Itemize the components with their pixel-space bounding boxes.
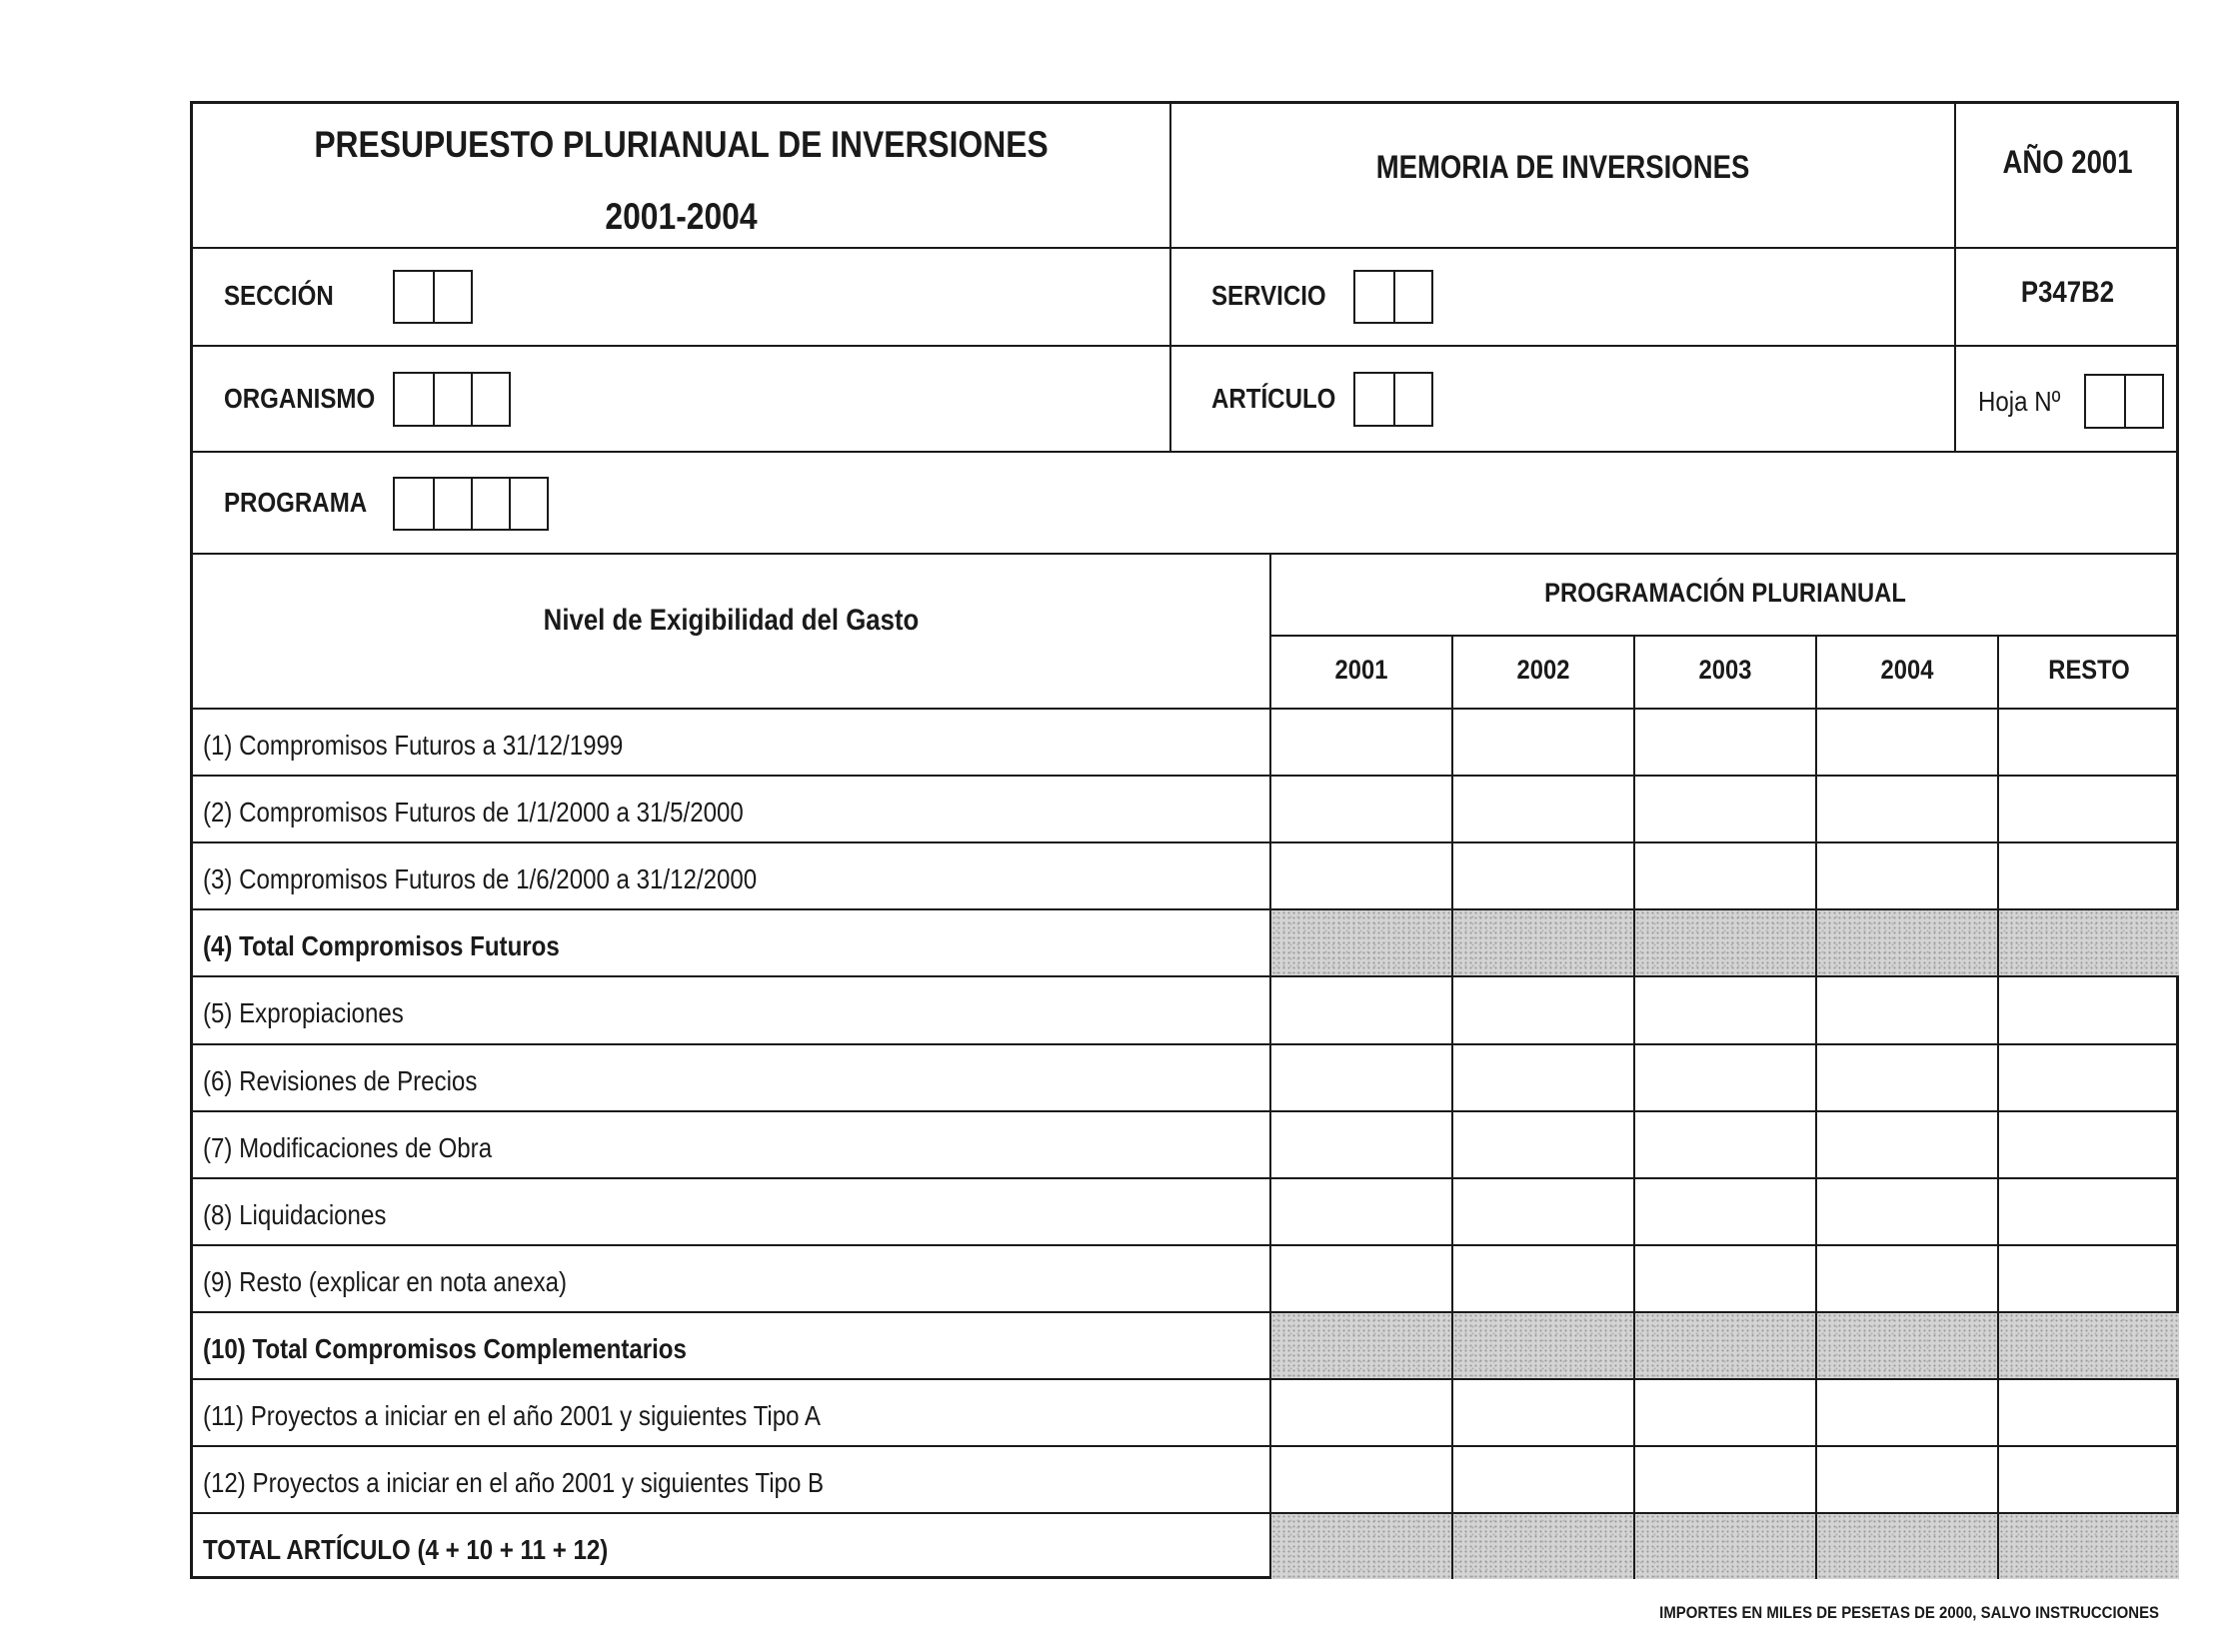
amount-cell[interactable]	[1817, 1246, 1997, 1311]
column-header-2002: 2002	[1516, 655, 1570, 685]
programa-code-boxes[interactable]	[393, 477, 549, 531]
amount-cell[interactable]	[1271, 1179, 1451, 1244]
programa-label: PROGRAMA	[224, 487, 368, 518]
amount-cell[interactable]	[1999, 977, 2179, 1042]
seccion-label: SECCIÓN	[224, 280, 334, 311]
amount-cell[interactable]	[1271, 777, 1451, 841]
shaded-total-cell	[1271, 1313, 1451, 1378]
amount-cell[interactable]	[1635, 977, 1815, 1042]
column-header-resto: RESTO	[2048, 655, 2130, 685]
amount-cell[interactable]	[1817, 710, 1997, 775]
amount-cell[interactable]	[1635, 843, 1815, 908]
amount-cell[interactable]	[1271, 843, 1451, 908]
shaded-total-cell	[1453, 910, 1633, 975]
row-label: (7) Modificaciones de Obra	[203, 1132, 493, 1163]
amount-cell[interactable]	[1999, 1045, 2179, 1110]
amount-cell[interactable]	[1453, 1045, 1633, 1110]
divider	[1954, 104, 1956, 451]
amounts-footnote: IMPORTES EN MILES DE PESETAS DE 2000, SALVO INSTRUCCIONES	[1659, 1603, 2159, 1622]
shaded-total-cell	[1271, 910, 1451, 975]
row-label: (8) Liquidaciones	[203, 1199, 387, 1230]
amount-cell[interactable]	[1271, 1447, 1451, 1512]
amount-cell[interactable]	[1817, 777, 1997, 841]
form-code: P347B2	[2020, 276, 2115, 309]
divider	[1269, 635, 2179, 637]
amount-cell[interactable]	[1271, 710, 1451, 775]
column-header-2001: 2001	[1334, 655, 1388, 685]
shaded-total-cell	[1271, 1514, 1451, 1579]
divider	[193, 247, 2179, 249]
articulo-code-boxes[interactable]	[1353, 372, 1433, 427]
shaded-total-cell	[1999, 1514, 2179, 1579]
amount-cell[interactable]	[1817, 1447, 1997, 1512]
shaded-total-cell	[1999, 910, 2179, 975]
servicio-code-boxes[interactable]	[1353, 270, 1433, 324]
amount-cell[interactable]	[1453, 1112, 1633, 1177]
amount-cell[interactable]	[1635, 1045, 1815, 1110]
programacion-header: PROGRAMACIÓN PLURIANUAL	[1544, 578, 1906, 608]
row-label: (11) Proyectos a iniciar en el año 2001 y siguientes Tipo A	[203, 1400, 821, 1431]
amount-cell[interactable]	[1453, 1179, 1633, 1244]
hoja-number-boxes[interactable]	[2084, 374, 2164, 429]
amount-cell[interactable]	[1817, 1045, 1997, 1110]
column-header-2004: 2004	[1880, 655, 1934, 685]
seccion-code-boxes[interactable]	[393, 270, 473, 324]
shaded-total-cell	[1635, 1313, 1815, 1378]
amount-cell[interactable]	[1999, 1447, 2179, 1512]
amount-cell[interactable]	[1271, 1246, 1451, 1311]
amount-cell[interactable]	[1817, 977, 1997, 1042]
amount-cell[interactable]	[1817, 1380, 1997, 1445]
amount-cell[interactable]	[1271, 1112, 1451, 1177]
amount-cell[interactable]	[1999, 777, 2179, 841]
year-label: AÑO 2001	[2002, 144, 2133, 180]
divider	[193, 451, 2179, 453]
amount-cell[interactable]	[1635, 777, 1815, 841]
amount-cell[interactable]	[1817, 843, 1997, 908]
amount-cell[interactable]	[1453, 777, 1633, 841]
shaded-total-cell	[1817, 1514, 1997, 1579]
amount-cell[interactable]	[1635, 710, 1815, 775]
row-label: (4) Total Compromisos Futuros	[203, 930, 560, 961]
hoja-label: Hoja Nº	[1978, 386, 2061, 417]
shaded-total-cell	[1999, 1313, 2179, 1378]
divider	[193, 553, 2179, 555]
servicio-label: SERVICIO	[1211, 280, 1326, 311]
amount-cell[interactable]	[1453, 1380, 1633, 1445]
amount-cell[interactable]	[1635, 1246, 1815, 1311]
amount-cell[interactable]	[1453, 1447, 1633, 1512]
column-header-2003: 2003	[1698, 655, 1752, 685]
exigibilidad-header: Nivel de Exigibilidad del Gasto	[543, 604, 920, 637]
amount-cell[interactable]	[1999, 1112, 2179, 1177]
amount-cell[interactable]	[1999, 1179, 2179, 1244]
amount-cell[interactable]	[1271, 1045, 1451, 1110]
shaded-total-cell	[1817, 1313, 1997, 1378]
divider	[193, 345, 2179, 347]
amount-cell[interactable]	[1453, 843, 1633, 908]
amount-cell[interactable]	[1817, 1179, 1997, 1244]
amount-cell[interactable]	[1453, 977, 1633, 1042]
amount-cell[interactable]	[1271, 1380, 1451, 1445]
form-title: PRESUPUESTO PLURIANUAL DE INVERSIONES	[314, 124, 1049, 165]
row-label: (5) Expropiaciones	[203, 997, 404, 1028]
organismo-code-boxes[interactable]	[393, 372, 511, 427]
shaded-total-cell	[1453, 1313, 1633, 1378]
amount-cell[interactable]	[1999, 843, 2179, 908]
row-label: (9) Resto (explicar en nota anexa)	[203, 1266, 568, 1297]
amount-cell[interactable]	[1999, 1380, 2179, 1445]
row-label: (1) Compromisos Futuros a 31/12/1999	[203, 730, 624, 761]
form-period: 2001-2004	[605, 196, 758, 237]
amount-cell[interactable]	[1453, 710, 1633, 775]
shaded-total-cell	[1635, 1514, 1815, 1579]
budget-form	[190, 101, 2179, 1579]
shaded-total-cell	[1817, 910, 1997, 975]
amount-cell[interactable]	[1453, 1246, 1633, 1311]
amount-cell[interactable]	[1635, 1447, 1815, 1512]
row-label: (12) Proyectos a iniciar en el año 2001 y siguientes Tipo B	[203, 1467, 825, 1498]
memoria-title: MEMORIA DE INVERSIONES	[1375, 149, 1750, 185]
row-label: (10) Total Compromisos Complementarios	[203, 1333, 687, 1364]
amount-cell[interactable]	[1635, 1380, 1815, 1445]
row-label: TOTAL ARTÍCULO (4 + 10 + 11 + 12)	[203, 1534, 609, 1565]
amount-cell[interactable]	[1271, 977, 1451, 1042]
shaded-total-cell	[1635, 910, 1815, 975]
row-label: (6) Revisiones de Precios	[203, 1065, 478, 1096]
amount-cell[interactable]	[1999, 710, 2179, 775]
amount-cell[interactable]	[1999, 1246, 2179, 1311]
row-label: (3) Compromisos Futuros de 1/6/2000 a 31/12/2000	[203, 863, 758, 894]
amount-cell[interactable]	[1635, 1179, 1815, 1244]
amount-cell[interactable]	[1817, 1112, 1997, 1177]
amount-cell[interactable]	[1635, 1112, 1815, 1177]
organismo-label: ORGANISMO	[224, 383, 376, 414]
articulo-label: ARTÍCULO	[1211, 383, 1336, 414]
row-label: (2) Compromisos Futuros de 1/1/2000 a 31/5/2000	[203, 797, 744, 827]
divider	[1169, 104, 1171, 451]
shaded-total-cell	[1453, 1514, 1633, 1579]
